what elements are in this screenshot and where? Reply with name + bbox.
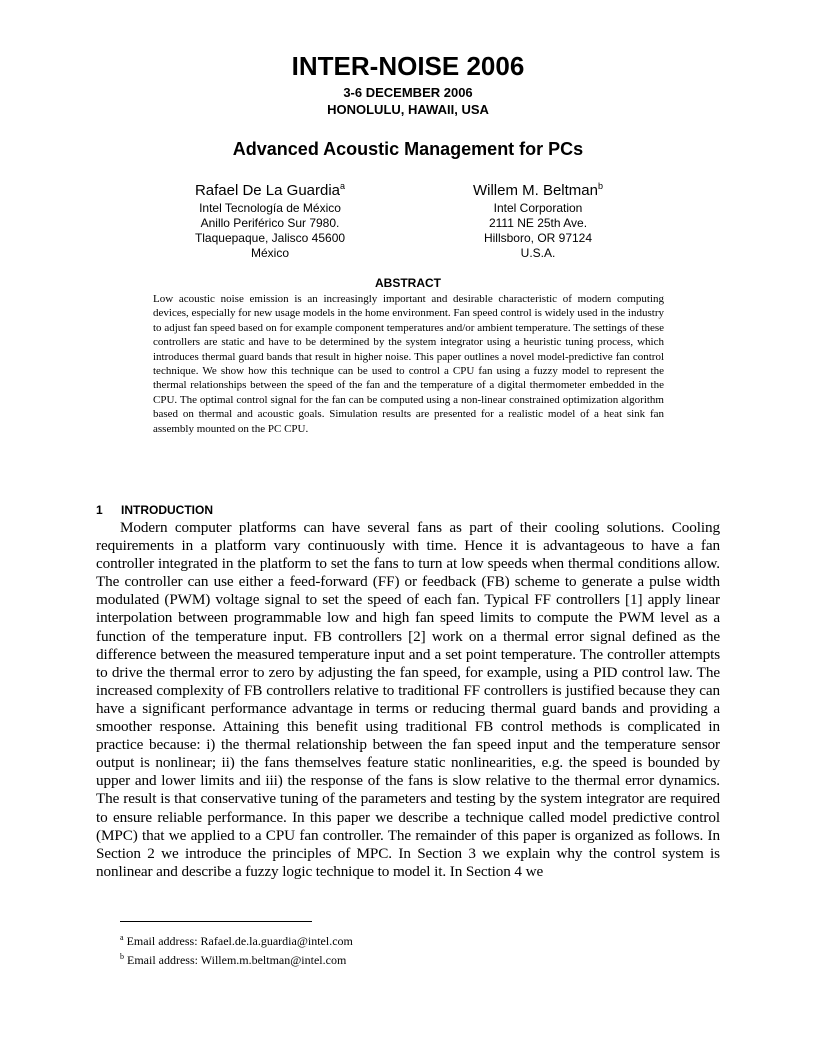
abstract-text: Low acoustic noise emission is an increasingly important and desirable characteristic of modern computing devices, especially for new usage models in the home environment. Fan speed control is widely used in the industry to adjust fan speed based on for example component temperatures and/or ambient temperature. The settings of these controllers are static and have to be determined by the system integrator using a heuristic tuning process, which introduces thermal guard bands that result in higher noise. This paper outlines a novel model-predictive fan control technique. We show how this technique can be used to control a CPU fan using a fuzzy model to represent the thermal relationships between the speed of the fan and the temperature of a digital thermometer embedded in the CPU. The optimal control signal for the fan can be computed using a non-linear constrained optimization algorithm based on thermal and acoustic goals. Simulation results are presented for a realistic model of a heat sink fan assembly mounted on the PC CPU. <box>153 293 664 435</box>
paper-title: Advanced Acoustic Management for PCs <box>232 139 584 159</box>
author-affiliation-line: México <box>250 246 289 260</box>
author-block-1 <box>150 176 390 261</box>
author-block-2 <box>418 176 658 261</box>
conference-dates: 3-6 DECEMBER 2006 <box>343 85 473 100</box>
abstract-heading: ABSTRACT <box>375 276 441 290</box>
footnotes <box>120 930 620 968</box>
introduction-text: Modern computer platforms can have several fans as part of their cooling solutions. Cooling requirements in a platform vary continuously with time. Hence it is advantageous to have a fan controller integrated in the platform to set the fans to turn at low speeds when thermal conditions allow. The controller can use either a feed-forward (FF) or feedback (FB) scheme to generate a pulse width modulated (PWM) voltage signal to set the speed of each fan. Typical FF controllers [1] apply linear interpolation between programmable low and high fan speed limits to compute the PWM level as a function of the temperature input. FB controllers [2] work on a thermal error signal defined as the difference between the measured temperature input and a set point temperature. The controller attempts to drive the thermal error to zero by adjusting the fan speed, for example, using a PID control law. The increased complexity of FB controllers relative to traditional FF controllers is justified because they can have a significant performance advantage in terms or reducing thermal guard bands and providing a smoother response. Attaining this benefit using traditional FB control methods is complicated in practice because: i) the thermal relationship between the fan speed input and the temperature sensor output is nonlinear; ii) the fans themselves feature static nonlinearities, e.g. the speed is bounded by upper and lower limits and iii) the response of the fans is slow relative to the thermal error dynamics. The result is that conservative tuning of the parameters and testing by the system integrator are required to ensure reliable performance. In this paper we describe a technique called model predictive control (MPC) that we applied to a CPU fan controller. The remainder of this paper is organized as follows. In Section 2 we introduce the principles of MPC. In Section 3 we explain why the control system is nonlinear and describe a fuzzy logic technique to model it. In Section 4 we <box>96 519 720 880</box>
footnote-mark: b <box>120 952 124 961</box>
author-footnote-mark: b <box>598 181 604 191</box>
author-affiliation-line: Intel Tecnología de México <box>199 201 341 215</box>
footnote-divider <box>120 921 312 922</box>
author-name: Rafael De La Guardia$^a$ <box>194 181 346 199</box>
footnote-text: Email address: Rafael.de.la.guardia@intel.com <box>126 934 353 948</box>
section-heading <box>96 503 213 518</box>
author-affiliation-line: 2111 NE 25th Ave. <box>488 216 588 230</box>
footnote-item <box>120 930 620 949</box>
author-affiliation-line: Tlaquepaque, Jalisco 45600 <box>194 231 346 245</box>
footnote-mark: a <box>120 933 124 942</box>
author-footnote-mark: a <box>340 181 346 191</box>
author-affiliation-line: Anillo Periférico Sur 7980. <box>200 216 340 230</box>
author-affiliation-line: U.S.A. <box>520 246 556 260</box>
section-title: INTRODUCTION <box>121 503 213 517</box>
author-affiliation-line: Intel Corporation <box>493 201 583 215</box>
author-name: Willem M. Beltman$^b$ <box>472 181 604 199</box>
section-number: 1 <box>96 503 103 517</box>
footnote-text: Email address: Willem.m.beltman@intel.com <box>127 953 347 967</box>
footnote-item <box>120 949 620 968</box>
conference-title: INTER-NOISE 2006 <box>291 51 525 81</box>
author-affiliation-line: Hillsboro, OR 97124 <box>483 231 593 245</box>
conference-location: HONOLULU, HAWAII, USA <box>327 102 489 117</box>
